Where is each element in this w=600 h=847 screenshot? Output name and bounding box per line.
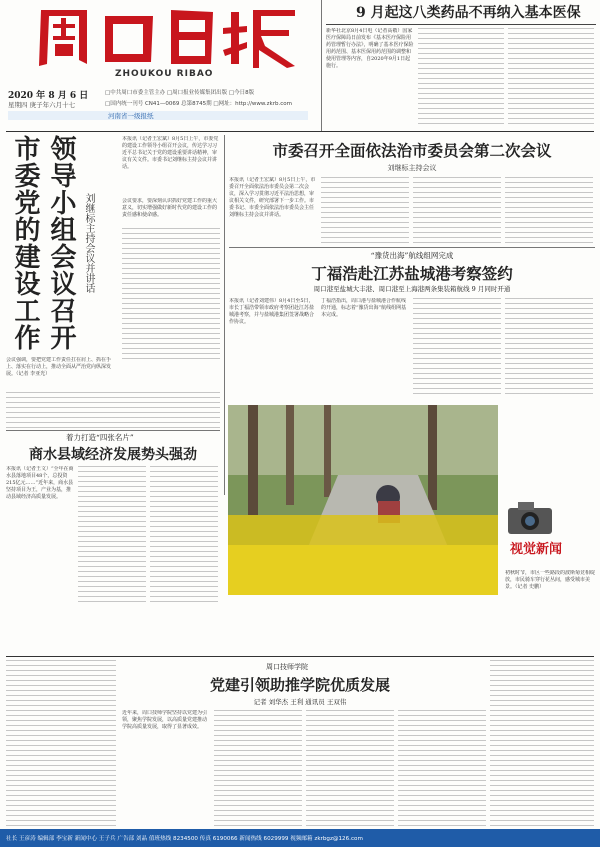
meeting-subhead: 刘继标主持会议 [387,164,437,172]
column-divider [321,0,322,132]
college-byline: 记者 刘华杰 王利 通讯员 王双伟 [253,698,347,706]
shipping-body: 本报讯（记者刘建伟）8月4日至5日，市长丁福浩带领市政府考察团赴江苏盐城港考察，并与盐城港集团签署战略合作协议。 [229,298,315,325]
logo-calligraphy-icon [33,2,303,72]
party-summary: 会议强调，要把党建工作责任扛在肩上、抓在手上、落实在行动上，推动全面从严治党向纵深发展。（记者 李亚光） [6,357,112,377]
county-kicker: 着力打造“四张名片” [66,433,134,442]
meeting-body: 本报讯（记者王宏斌）8月5日上午，市委召开全面依法治市委员会第二次会议，深入学习贯彻习近平法治思想，审议相关文件，研究部署下一步工作。市委书记、市委全面依法治市委员会主任刘继标主持会议并讲话。 [229,177,316,218]
text-column [306,710,394,828]
shipping-kicker: “豫货出海”航线组网完成 [370,251,454,260]
text-column [122,228,220,360]
meeting-story [229,135,595,245]
column-divider [224,135,225,495]
section-rule [6,430,220,431]
section-rule [229,247,595,248]
college-body: 近年来，周口技师学院坚持以党建为引领，聚焦学院发展，以高质量党建推动学院高质量发展，取得了显著成效。 [122,710,208,730]
text-column [418,28,504,128]
text-column [214,710,302,828]
footer-bar [0,829,600,847]
meeting-headline: 市委召开全面依法治市委员会第二次会议 [272,141,552,160]
party-building-story [6,135,118,390]
shipping-headline: 丁福浩赴江苏盐城港考察签约 [311,264,513,283]
text-column [6,392,220,428]
party-headline-b: 市委党的建设工作 [10,135,40,351]
top-story-headline: 9 月起这八类药品不再纳入基本医保 [356,5,581,21]
section-rule [6,131,594,132]
photo-caption: 初秋时节，市区一些路段的波斯菊竞相绽放，市民骑车穿行花丛间，感受城市美景。（记者 史鹏） [505,570,595,590]
visual-news-title: 视觉新闻 [510,542,563,557]
masthead-info-row-2: □国内统一刊号 CN41—0069 总第8745期 □网址：http://www.zkrb.com [105,101,292,107]
text-column [321,177,409,243]
text-column [6,660,116,828]
news-photo [228,405,498,595]
flower-road-photo-icon [228,405,498,595]
text-column [398,710,486,828]
camera-icon [506,500,556,536]
masthead [0,0,318,120]
text-column [505,177,593,243]
party-body: 本报讯（记者王宏斌）8月5日上午，市委党的建设工作领导小组召开会议，传达学习习近平总书记关于党的建设重要讲话精神，审议有关文件。市委书记刘继标主持会议并讲话。 [122,136,219,170]
publisher-label: 河南省一级报纸 [108,112,154,120]
county-story [6,432,220,602]
text-column [508,28,594,128]
footer-info: 社长 王彦涛 编辑部 李宝新 新闻中心 王子兵 广告部 刘晶 值班热线 8234500 传真 6190066 新闻热线 6029999 视频邮箱 zkrbgz@126.com [6,836,363,842]
shipping-subhead: 周口港至盐城大丰港、周口港至上海港两条集装箱航线 9 月同时开通 [313,285,511,293]
top-story [326,2,596,130]
newspaper-logo [33,2,303,72]
party-byline: 刘继标主持会议并讲话 [83,193,94,293]
publisher-banner [8,111,308,120]
county-headline: 商水县域经济发展势头强劲 [29,447,197,463]
college-story [6,660,594,828]
top-story-body: 新华社北京8月4日电（记者高敬）国家医疗保障局日前发布《基本医疗保险用药管理暂行办法》，明确了基本医疗保险用药范围、基本医保用药范围的调整和使用管理等内容，自2020年9月1日起施行。 [326,28,414,69]
shipping-story [229,250,595,400]
college-headline: 党建引领助推学院优质发展 [209,676,390,694]
party-headline-a: 领导小组会议召开 [46,135,76,351]
text-column [490,660,594,828]
text-column [413,177,501,243]
masthead-info-row-1: □中共周口市委主管主办 □周口报业传媒集团出版 □今日8版 [105,90,255,96]
college-kicker: 周口技师学院 [266,663,308,671]
text-column [413,298,501,398]
section-rule [6,656,594,657]
shipping-more: 丁福浩指出，周口港与盐城港合作航线的开通，标志着“豫货出海”航线组网基本完成。 [321,298,407,318]
text-column [78,466,146,602]
logo-pinyin: ZHOUKOU RIBAO [115,69,214,79]
text-column [505,298,593,398]
text-column [150,466,218,602]
top-story-rule [326,24,596,25]
issue-date: 2020 年 8 月 6 日 [8,91,89,101]
weekday-lunar: 星期四 庚子年六月十七 [8,101,76,109]
county-body: 本报讯（记者王文）“全年在商水县落地项目48个，总投资215亿元……”近年来，商水县坚持项目为王，产业为基，推动县域经济高质量发展。 [6,466,74,500]
party-body-more: 会议要求，要深刻认识抓好党建工作的重大意义，切实增强做好新时代党的建设工作的责任感和使命感。 [122,198,218,218]
